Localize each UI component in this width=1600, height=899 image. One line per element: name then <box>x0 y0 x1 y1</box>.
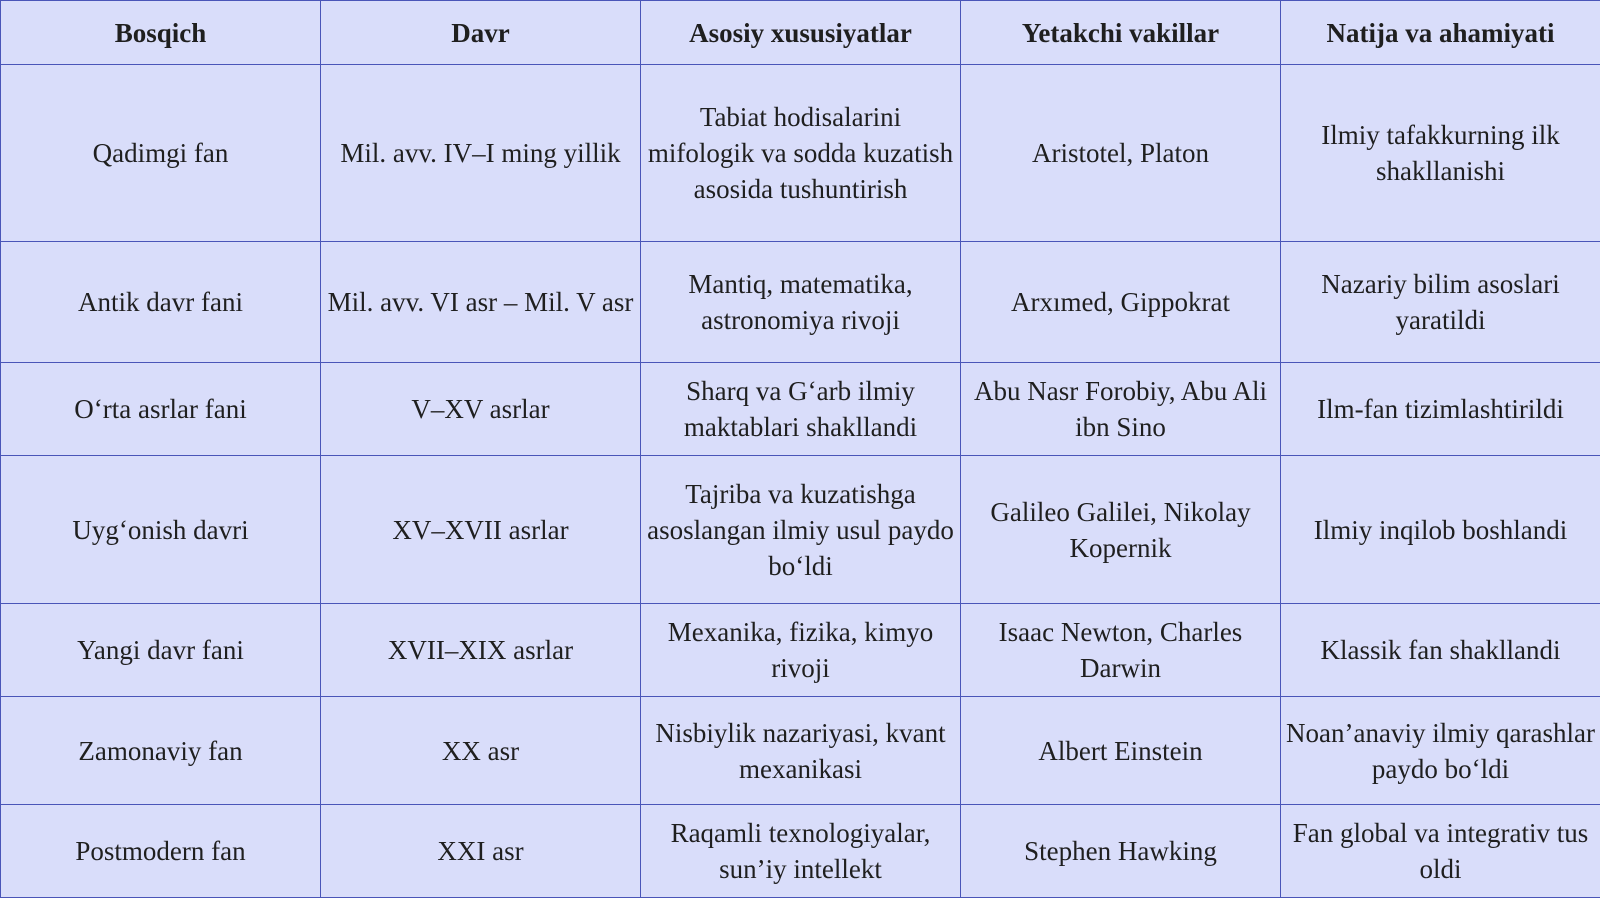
table-row <box>1 604 1600 697</box>
cell-stage: Antik davr fani <box>1 242 321 363</box>
cell-main-features: Mexanika, fizika, kimyo rivoji <box>641 604 961 697</box>
cell-result-significance: Noan’anaviy ilmiy qarashlar paydo bo‘ldi <box>1281 697 1600 804</box>
table-row <box>1 242 1600 363</box>
cell-result-significance: Fan global va integrativ tus oldi <box>1281 804 1600 897</box>
cell-leading-figures: Stephen Hawking <box>961 804 1281 897</box>
table-row <box>1 65 1600 242</box>
table-row <box>1 362 1600 455</box>
cell-leading-figures: Abu Nasr Forobiy, Abu Ali ibn Sino <box>961 362 1281 455</box>
cell-period: XV–XVII asrlar <box>321 455 641 603</box>
cell-leading-figures: Aristotel, Platon <box>961 65 1281 242</box>
table-header-row <box>1 1 1600 65</box>
cell-main-features: Sharq va G‘arb ilmiy maktablari shakllandi <box>641 362 961 455</box>
cell-stage: Yangi davr fani <box>1 604 321 697</box>
cell-main-features: Tajriba va kuzatishga asoslangan ilmiy usul paydo bo‘ldi <box>641 455 961 603</box>
header-result-significance: Natija va ahamiyati <box>1281 1 1600 65</box>
header-main-features: Asosiy xususiyatlar <box>641 1 961 65</box>
cell-period: Mil. avv. IV–I ming yillik <box>321 65 641 242</box>
table-row <box>1 697 1600 804</box>
cell-leading-figures: Arxımed, Gippokrat <box>961 242 1281 363</box>
header-leading-figures: Yetakchi vakillar <box>961 1 1281 65</box>
cell-leading-figures: Albert Einstein <box>961 697 1281 804</box>
cell-result-significance: Klassik fan shakllandi <box>1281 604 1600 697</box>
cell-main-features: Tabiat hodisalarini mifologik va sodda kuzatish asosida tushuntirish <box>641 65 961 242</box>
cell-main-features: Mantiq, matematika, astronomiya rivoji <box>641 242 961 363</box>
table-row <box>1 804 1600 897</box>
header-stage: Bosqich <box>1 1 321 65</box>
cell-leading-figures: Isaac Newton, Charles Darwin <box>961 604 1281 697</box>
cell-main-features: Nisbiylik nazariyasi, kvant mexanikasi <box>641 697 961 804</box>
cell-result-significance: Ilmiy tafakkurning ilk shakllanishi <box>1281 65 1600 242</box>
cell-period: V–XV asrlar <box>321 362 641 455</box>
cell-stage: Uyg‘onish davri <box>1 455 321 603</box>
cell-stage: Zamonaviy fan <box>1 697 321 804</box>
cell-main-features: Raqamli texnologiyalar, sun’iy intellekt <box>641 804 961 897</box>
cell-result-significance: Ilmiy inqilob boshlandi <box>1281 455 1600 603</box>
cell-period: XX asr <box>321 697 641 804</box>
cell-period: Mil. avv. VI asr – Mil. V asr <box>321 242 641 363</box>
header-period: Davr <box>321 1 641 65</box>
table-row <box>1 455 1600 603</box>
cell-period: XVII–XIX asrlar <box>321 604 641 697</box>
cell-leading-figures: Galileo Galilei, Nikolay Kopernik <box>961 455 1281 603</box>
cell-stage: O‘rta asrlar fani <box>1 362 321 455</box>
cell-period: XXI asr <box>321 804 641 897</box>
cell-stage: Qadimgi fan <box>1 65 321 242</box>
cell-stage: Postmodern fan <box>1 804 321 897</box>
cell-result-significance: Ilm-fan tizimlashtirildi <box>1281 362 1600 455</box>
cell-result-significance: Nazariy bilim asoslari yaratildi <box>1281 242 1600 363</box>
